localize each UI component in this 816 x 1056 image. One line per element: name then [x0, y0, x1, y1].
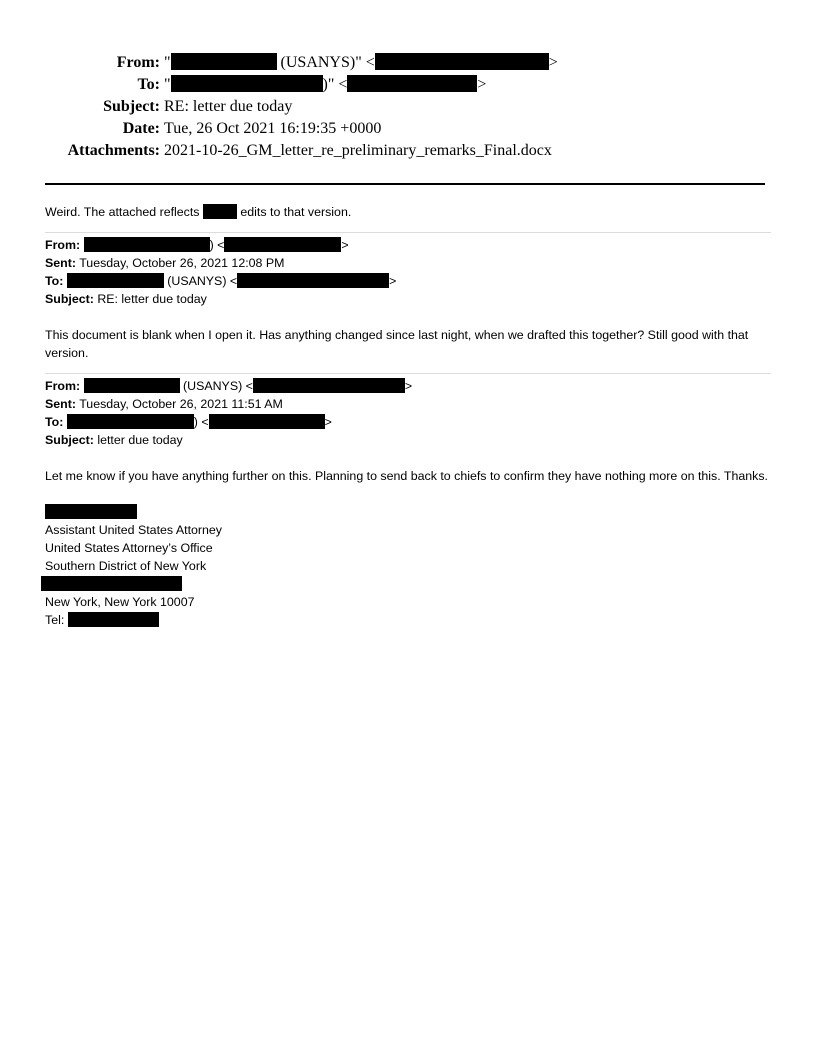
subject-label: Subject:	[103, 98, 160, 115]
date-value: Tue, 26 Oct 2021 16:19:35 +0000	[164, 120, 382, 137]
redaction-box	[41, 576, 182, 591]
signature-title: Assistant United States Attorney	[45, 523, 223, 537]
redaction-box	[171, 75, 323, 92]
from-label: From:	[116, 54, 160, 71]
signature-block	[45, 503, 771, 629]
redaction-box	[209, 414, 325, 429]
header-to-row	[0, 74, 816, 96]
msg1-body: This document is blank when I open it. Has anything changed since last night, when we drafted this together? Still good with that version.	[45, 328, 749, 360]
redaction-box	[68, 612, 159, 627]
attachments-label: Attachments:	[67, 142, 160, 159]
to-value: " )" < >	[164, 76, 487, 93]
msg1-sent-line: Sent: Tuesday, October 26, 2021 12:08 PM	[45, 256, 285, 270]
to-label: To:	[137, 76, 160, 93]
quoted-message-2	[45, 377, 771, 629]
redaction-box	[45, 504, 137, 519]
redaction-box	[84, 237, 210, 252]
email-header	[0, 52, 816, 162]
redaction-box	[237, 273, 389, 288]
msg2-sent-line: Sent: Tuesday, October 26, 2021 11:51 AM	[45, 397, 283, 411]
msg1-to-line: To: (USANYS) < >	[45, 274, 397, 288]
header-from-row	[0, 52, 816, 74]
from-value: " (USANYS)" < >	[164, 54, 558, 71]
signature-district: Southern District of New York	[45, 559, 207, 573]
msg1-subject-line: Subject: RE: letter due today	[45, 292, 207, 306]
quoted-message-1	[45, 236, 771, 362]
attachment-filename: 2021-10-26_GM_letter_re_preliminary_remarks_Final.docx	[164, 142, 552, 159]
redaction-box	[253, 378, 405, 393]
redaction-box	[375, 53, 549, 70]
msg2-body: Let me know if you have anything further on this. Planning to send back to chiefs to confirm they have nothing more on this. Thanks.	[45, 469, 768, 483]
redaction-box	[171, 53, 277, 70]
signature-office: United States Attorney’s Office	[45, 541, 213, 555]
msg2-to-line: To: ) < >	[45, 415, 332, 429]
msg2-from-line: From: (USANYS) < >	[45, 379, 413, 393]
redaction-box	[224, 237, 341, 252]
msg1-from-line: From: ) < >	[45, 238, 349, 252]
signature-tel: Tel:	[45, 611, 771, 629]
header-attachments-row	[0, 140, 816, 162]
signature-name	[45, 503, 771, 521]
signature-address	[41, 575, 771, 593]
msg2-subject-line: Subject: letter due today	[45, 433, 183, 447]
redaction-box	[84, 378, 180, 393]
email-body	[45, 203, 771, 629]
redaction-box	[67, 414, 194, 429]
redaction-box	[67, 273, 164, 288]
date-label: Date:	[122, 120, 160, 137]
header-subject-row	[0, 96, 816, 118]
header-divider	[45, 183, 765, 185]
redaction-box	[347, 75, 477, 92]
redaction-box	[203, 204, 237, 219]
subject-value: RE: letter due today	[164, 98, 293, 115]
header-date-row	[0, 118, 816, 140]
reply-text: Weird. The attached reflects edits to that version.	[45, 205, 352, 219]
signature-city: New York, New York 10007	[45, 595, 195, 609]
